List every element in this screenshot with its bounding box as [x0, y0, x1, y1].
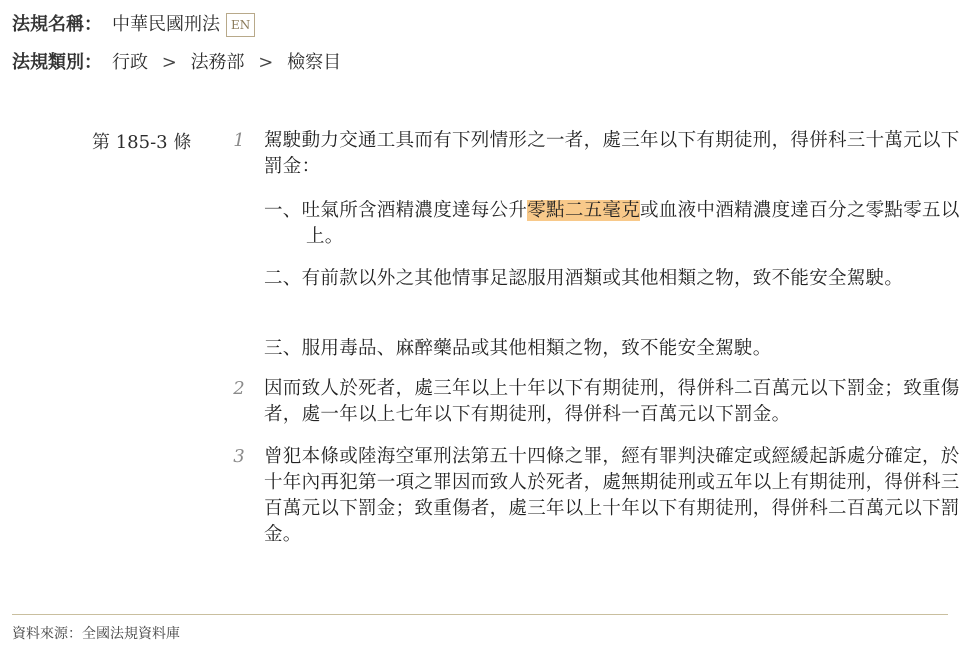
breadcrumb-separator: >	[258, 52, 274, 73]
item-text: 或血液中酒精濃度達百分之零點零五以上。	[306, 200, 960, 247]
paragraph-number: 2	[233, 378, 245, 399]
paragraph-text: 曾犯本條或陸海空軍刑法第五十四條之罪，經有罪判決確定或經緩起訴處分確定，於十年內再犯第一項之罪因而致人於死者，處無期徒刑或五年以上有期徒刑，得併科三百萬元以下罰金；致重傷者，處三年以上十年以下有期徒刑，得併科二百萬元以下罰金。	[264, 446, 960, 545]
breadcrumb-item-prosecution[interactable]: 檢察目	[287, 52, 342, 73]
law-name-label: 法規名稱：	[12, 14, 102, 35]
law-category-row	[12, 50, 341, 76]
paragraph-number: 3	[233, 446, 245, 467]
paragraph-text: 駕駛動力交通工具而有下列情形之一者，處三年以下有期徒刑，得併科三十萬元以下罰金：	[264, 130, 960, 177]
item-marker: 三、	[264, 338, 302, 359]
paragraph-item	[264, 198, 960, 250]
breadcrumb-item-ministry-of-justice[interactable]: 法務部	[190, 52, 245, 73]
law-category-label: 法規類別：	[12, 52, 102, 73]
english-version-button[interactable]: EN	[226, 13, 255, 37]
footer-divider	[12, 614, 948, 615]
article-number: 第 185-3 條	[92, 132, 192, 153]
item-marker: 一、	[264, 200, 302, 221]
item-text: 服用毒品、麻醉藥品或其他相類之物，致不能安全駕駛。	[301, 338, 772, 359]
item-text: 吐氣所含酒精濃度達每公升	[301, 200, 528, 221]
paragraph-item	[264, 336, 960, 362]
search-highlight: 零點二五毫克	[527, 200, 641, 221]
law-name-row	[12, 12, 255, 38]
item-text: 有前款以外之其他情事足認服用酒類或其他相類之物，致不能安全駕駛。	[301, 268, 904, 289]
breadcrumb	[112, 50, 341, 76]
breadcrumb-item-executive[interactable]: 行政	[112, 52, 148, 73]
breadcrumb-separator: >	[161, 52, 177, 73]
paragraph-text: 因而致人於死者，處三年以上十年以下有期徒刑，得併科二百萬元以下罰金；致重傷者，處一年以上七年以下有期徒刑，得併科一百萬元以下罰金。	[264, 378, 960, 425]
law-name-value: 中華民國刑法	[112, 14, 220, 35]
footer-source: 資料來源：全國法規資料庫	[12, 626, 180, 642]
paragraph-number: 1	[233, 130, 245, 151]
item-marker: 二、	[264, 268, 302, 289]
paragraph-item	[264, 266, 960, 292]
